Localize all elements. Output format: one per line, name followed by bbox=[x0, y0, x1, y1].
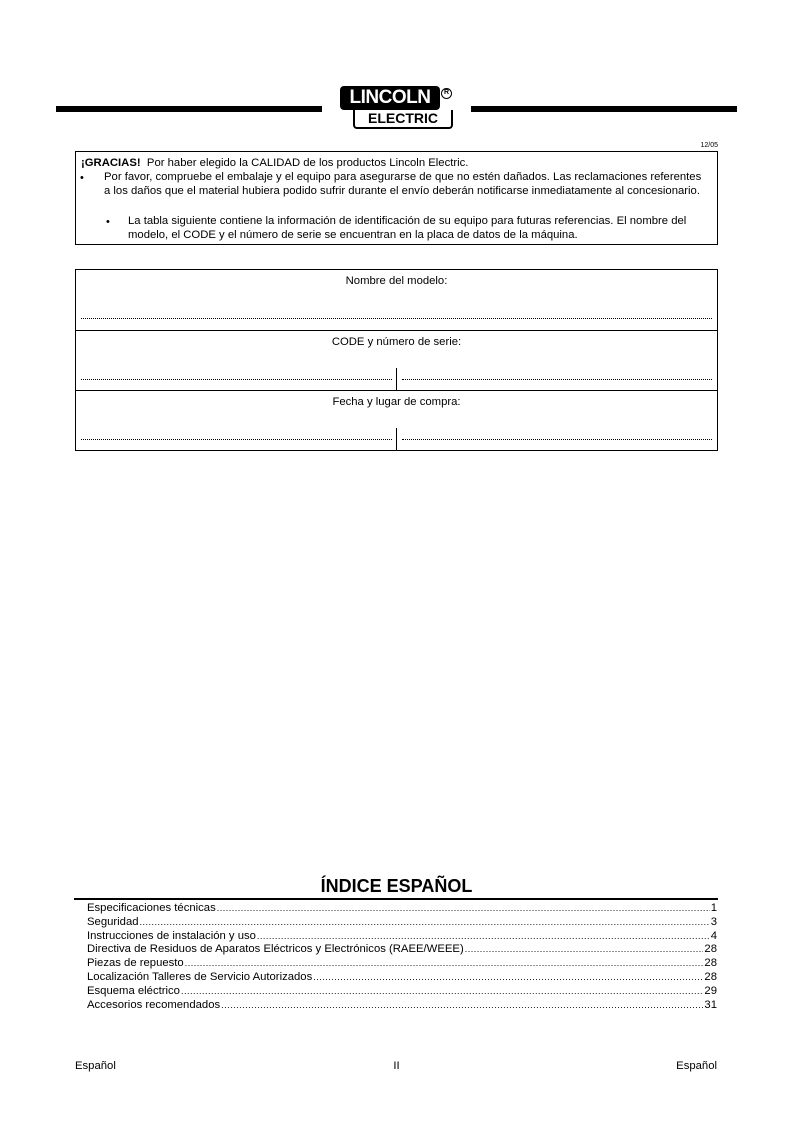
thanks-title: ¡GRACIAS! bbox=[81, 157, 141, 169]
toc-item[interactable] bbox=[87, 930, 717, 944]
logo-electric-text: ELECTRIC bbox=[353, 110, 453, 129]
toc-item[interactable] bbox=[87, 971, 717, 985]
header-rule-right bbox=[471, 106, 737, 112]
inspection-notice: Por favor, compruebe el embalaje y el equipo para asegurarse de que no estén dañados. Las reclamaciones referentes a los daños que el material hubiera podido sufrir durante el envío deberán notificarse inmediatamente al concesionario. bbox=[104, 171, 702, 198]
serial-number-field[interactable] bbox=[402, 379, 712, 380]
registered-mark-icon: R bbox=[441, 88, 452, 99]
thanks-box bbox=[75, 151, 718, 245]
model-row bbox=[76, 270, 717, 330]
index-title: ÍNDICE ESPAÑOL bbox=[320, 876, 473, 896]
purchase-row bbox=[76, 390, 717, 451]
toc-item-page: 28 bbox=[704, 970, 717, 983]
toc-leader bbox=[257, 930, 710, 944]
toc-item-label: Especificaciones técnicas bbox=[87, 902, 216, 914]
toc-item[interactable] bbox=[87, 902, 717, 916]
toc-item[interactable] bbox=[87, 916, 717, 930]
toc-item-page: 1 bbox=[710, 902, 717, 914]
code-serial-row bbox=[76, 330, 717, 391]
field-divider bbox=[396, 428, 397, 451]
toc-item[interactable] bbox=[87, 943, 717, 957]
field-divider bbox=[396, 368, 397, 391]
model-name-field[interactable] bbox=[81, 318, 712, 319]
toc-item-page: 31 bbox=[704, 998, 717, 1011]
toc-item-label: Seguridad bbox=[87, 915, 139, 928]
model-label: Nombre del modelo: bbox=[345, 275, 448, 287]
thanks-intro: Por haber elegido la CALIDAD de los productos Lincoln Electric. bbox=[146, 157, 469, 169]
toc-leader bbox=[221, 999, 703, 1013]
purchase-label: Fecha y lugar de compra: bbox=[332, 396, 461, 408]
bullet-icon: • bbox=[80, 172, 84, 184]
toc-item-page: 29 bbox=[704, 984, 717, 997]
toc-item-label: Localización Talleres de Servicio Autorizados bbox=[87, 970, 313, 983]
toc-leader bbox=[181, 985, 703, 999]
revision-date: 12/05 bbox=[700, 142, 718, 149]
toc-item-label: Esquema eléctrico bbox=[87, 984, 180, 997]
identification-table bbox=[75, 269, 718, 451]
code-field[interactable] bbox=[81, 379, 392, 380]
toc-item-page: 28 bbox=[704, 957, 717, 970]
logo-lincoln-text: LINCOLN bbox=[340, 86, 440, 110]
toc-leader bbox=[465, 943, 704, 957]
lincoln-electric-logo bbox=[340, 86, 455, 132]
toc-item[interactable] bbox=[87, 957, 717, 971]
toc-item-page: 4 bbox=[710, 929, 717, 942]
toc-leader bbox=[217, 902, 710, 916]
toc-leader bbox=[140, 916, 710, 930]
toc-item-label: Piezas de repuesto bbox=[87, 957, 184, 970]
toc-leader bbox=[313, 971, 703, 985]
table-of-contents bbox=[87, 902, 717, 1012]
thanks-line bbox=[81, 156, 468, 170]
toc-item-label: Instrucciones de instalación y uso bbox=[87, 929, 256, 942]
toc-item-label: Directiva de Residuos de Aparatos Eléctricos y Electrónicos (RAEE/WEEE) bbox=[87, 943, 464, 956]
purchase-date-field[interactable] bbox=[81, 439, 392, 440]
footer-language-left: Español bbox=[75, 1060, 116, 1072]
bullet-icon: • bbox=[106, 216, 110, 228]
toc-item-page: 28 bbox=[704, 943, 717, 956]
toc-leader bbox=[185, 957, 704, 971]
footer-language-right: Español bbox=[676, 1060, 717, 1072]
header-rule-left bbox=[56, 106, 322, 112]
toc-item[interactable] bbox=[87, 999, 717, 1013]
code-serial-label: CODE y número de serie: bbox=[331, 336, 462, 348]
toc-item[interactable] bbox=[87, 985, 717, 999]
identification-notice: La tabla siguiente contiene la información de identificación de su equipo para futuras referencias. El nombre del modelo, el CODE y el número de serie se encuentran en la placa de datos de la máquina. bbox=[128, 215, 687, 242]
toc-item-page: 3 bbox=[710, 915, 717, 928]
purchase-place-field[interactable] bbox=[402, 439, 712, 440]
toc-item-label: Accesorios recomendados bbox=[87, 998, 221, 1011]
footer-page-number: II bbox=[393, 1060, 400, 1072]
index-rule bbox=[74, 898, 718, 900]
